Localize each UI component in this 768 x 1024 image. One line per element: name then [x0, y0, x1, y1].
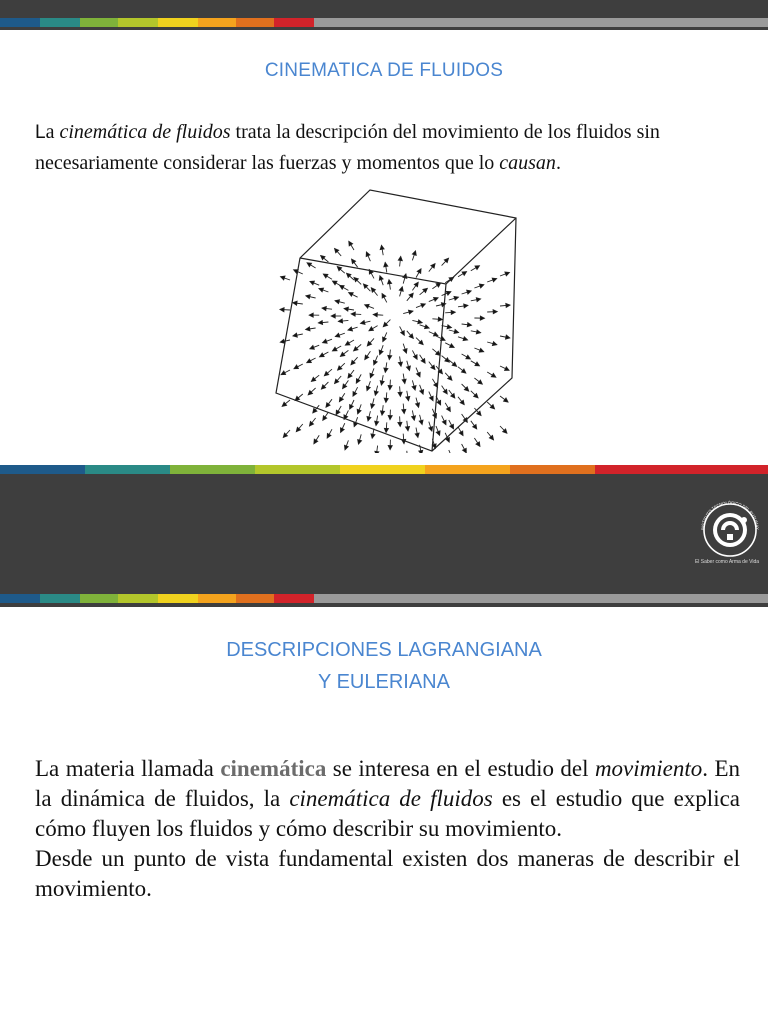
velocity-arrowhead [463, 448, 467, 452]
velocity-arrowhead [417, 269, 421, 274]
velocity-arrowhead [430, 396, 434, 401]
velocity-arrowhead [388, 446, 392, 450]
velocity-arrowhead [402, 379, 406, 383]
velocity-arrowhead [466, 355, 470, 359]
velocity-field-cube-figure [272, 188, 522, 453]
velocity-arrowhead [388, 416, 392, 420]
velocity-arrowhead [338, 319, 342, 323]
velocity-arrowhead [479, 348, 484, 352]
velocity-arrowhead [309, 313, 313, 317]
velocity-arrowhead [353, 392, 357, 397]
velocity-arrowhead [504, 398, 508, 402]
velocity-arrowhead [493, 310, 497, 314]
velocity-arrowhead [436, 431, 440, 435]
velocity-arrowhead [447, 325, 451, 329]
velocity-arrowhead [447, 407, 451, 411]
velocity-arrowhead [380, 381, 384, 385]
velocity-arrowhead [398, 257, 402, 261]
velocity-arrow [407, 451, 408, 453]
velocity-arrowhead [293, 301, 297, 305]
velocity-arrowhead [388, 386, 392, 390]
velocity-arrowhead [480, 316, 484, 320]
velocity-arrowhead [407, 366, 411, 370]
velocity-arrowhead [434, 298, 438, 302]
velocity-arrowhead [356, 379, 360, 383]
velocity-arrowhead [379, 350, 383, 355]
velocity-arrowhead [373, 313, 377, 317]
divider-top-stripe [0, 465, 768, 474]
body-paragraph-2: Desde un punto de vista fundamental existen dos maneras de describir el movimiento. [35, 846, 740, 901]
velocity-arrowhead [352, 259, 356, 263]
velocity-arrowhead [361, 321, 365, 325]
velocity-arrowhead [403, 349, 407, 353]
divider-bottom-stripe [0, 594, 768, 603]
velocity-arrowhead [412, 416, 416, 420]
velocity-arrowhead [380, 245, 384, 249]
section-title-line1: DESCRIPCIONES LAGRANGIANA [226, 639, 542, 661]
velocity-arrowhead [401, 331, 405, 336]
velocity-arrowhead [379, 276, 383, 280]
slide-divider-band [0, 465, 768, 607]
velocity-arrowhead [281, 371, 286, 375]
top-color-stripe [0, 18, 768, 27]
velocity-arrowhead [442, 420, 446, 424]
velocity-arrowhead [414, 282, 418, 286]
velocity-arrowhead [384, 263, 388, 267]
velocity-arrowhead [381, 411, 385, 415]
velocity-arrowhead [370, 373, 374, 377]
velocity-arrowhead [467, 323, 471, 327]
velocity-arrowhead [280, 339, 284, 343]
velocity-arrowhead [344, 307, 348, 311]
velocity-arrowhead [320, 353, 325, 357]
velocity-arrowhead [357, 409, 361, 414]
velocity-arrowhead [351, 312, 355, 316]
velocity-arrowhead [436, 283, 441, 287]
institute-logo [694, 496, 766, 558]
velocity-arrowhead [419, 420, 423, 424]
velocity-arrow [449, 450, 453, 453]
velocity-arrowhead [318, 321, 322, 325]
velocity-arrowhead [409, 310, 413, 314]
velocity-arrowhead [399, 287, 403, 291]
velocity-arrowhead [434, 332, 438, 336]
velocity-arrowhead [293, 333, 297, 337]
velocity-arrowhead [476, 330, 480, 334]
velocity-arrowhead [492, 342, 496, 346]
velocity-arrowhead [398, 422, 402, 426]
velocity-arrowhead [446, 291, 451, 295]
velocity-arrowhead [306, 295, 310, 299]
velocity-arrowhead [398, 392, 402, 396]
velocity-arrowhead [333, 281, 338, 285]
velocity-arrowhead [349, 241, 353, 246]
velocity-arrowhead [294, 365, 298, 369]
velocity-arrowhead [463, 337, 467, 341]
slide-title: CINEMATICA DE FLUIDOS [264, 60, 504, 81]
velocity-arrowhead [358, 440, 362, 444]
velocity-arrowhead [450, 344, 455, 348]
velocity-arrowhead [454, 330, 458, 334]
velocity-arrowhead [341, 428, 345, 433]
velocity-arrowhead [366, 252, 370, 257]
velocity-arrowhead [350, 405, 354, 409]
velocity-arrowhead [464, 304, 468, 308]
velocity-arrowhead [371, 404, 375, 408]
velocity-arrowhead [467, 290, 471, 294]
velocity-arrowhead [421, 359, 425, 363]
velocity-arrowhead [402, 409, 406, 413]
velocity-arrowhead [310, 281, 314, 285]
cube-front-top-edges [300, 218, 516, 284]
velocity-arrowhead [343, 384, 347, 389]
velocity-arrowhead [384, 368, 388, 372]
velocity-arrowhead [475, 266, 479, 270]
velocity-arrowhead [365, 304, 369, 308]
velocity-arrowhead [506, 303, 510, 307]
velocity-arrowhead [441, 303, 445, 307]
velocity-arrowhead [323, 416, 327, 421]
velocity-arrowhead [280, 308, 284, 312]
velocity-arrowhead [506, 335, 510, 339]
velocity-arrowhead [339, 397, 343, 401]
velocity-arrowhead [323, 339, 328, 343]
velocity-arrowhead [384, 398, 388, 402]
velocity-arrowhead [340, 352, 344, 356]
velocity-arrowhead [306, 327, 310, 331]
velocity-arrowhead [417, 372, 421, 377]
velocity-arrowhead [375, 451, 379, 453]
velocity-arrowhead [340, 286, 344, 290]
velocity-arrowhead [416, 403, 420, 407]
velocity-arrowhead [476, 442, 480, 446]
velocity-arrowhead [454, 296, 458, 300]
velocity-arrowhead [475, 362, 479, 366]
velocity-arrowhead [505, 367, 509, 371]
velocity-arrowhead [382, 294, 386, 298]
velocity-arrowhead [431, 365, 435, 369]
velocity-arrowhead [383, 337, 387, 342]
velocity-arrowhead [319, 288, 324, 292]
body-paragraph-1: La materia llamada cinemática se interesa en el estudio del movimiento. En la dinámica de fluidos, la cinemática de fluidos es el estudio que explica cómo fluyen los fluidos y cómo describir su movimiento. [35, 756, 741, 841]
logo-ring-text: INSTITUTO TECNOLÓGICO DEL PUTUMAY [699, 499, 761, 531]
velocity-arrowhead [374, 360, 378, 364]
velocity-arrowhead [314, 439, 318, 444]
body-text [35, 754, 740, 904]
velocity-arrowhead [367, 417, 371, 421]
velocity-arrowhead [336, 410, 340, 414]
velocity-arrowhead [491, 373, 496, 377]
velocity-arrowhead [492, 278, 496, 282]
velocity-arrowhead [414, 355, 418, 360]
velocity-arrowhead [421, 304, 425, 308]
velocity-arrowhead [451, 394, 455, 398]
velocity-arrowhead [420, 390, 424, 395]
velocity-arrowhead [443, 389, 447, 394]
velocity-arrowhead [307, 263, 311, 267]
velocity-arrowhead [331, 314, 335, 318]
velocity-arrowhead [335, 300, 339, 304]
velocity-arrowhead [406, 396, 410, 400]
velocity-arrowhead [384, 428, 388, 432]
velocity-arrowhead [388, 280, 392, 284]
velocity-arrowhead [476, 298, 480, 302]
velocity-arrowhead [322, 307, 326, 311]
velocity-arrowhead [412, 386, 416, 390]
velocity-arrowhead [398, 362, 402, 366]
velocity-arrowhead [459, 431, 463, 436]
velocity-arrowhead [307, 359, 312, 363]
velocity-arrowhead [473, 425, 477, 429]
velocity-arrowhead [406, 427, 410, 431]
velocity-arrowhead [310, 346, 314, 350]
velocity-arrowhead [451, 310, 455, 314]
velocity-arrowhead [462, 272, 466, 276]
velocity-arrowhead [450, 424, 454, 428]
velocity-arrowhead [349, 293, 354, 297]
velocity-arrowhead [429, 427, 433, 431]
logo-tagline: El Saber como Arma de Vida [694, 559, 760, 565]
velocity-arrowhead [412, 251, 416, 255]
velocity-arrowhead [345, 341, 350, 345]
velocity-arrowhead [333, 347, 338, 351]
velocity-arrowhead [371, 434, 375, 438]
section-title-line2: Y EULERIANA [318, 671, 450, 693]
velocity-arrowhead [437, 400, 441, 405]
velocity-arrowhead [369, 327, 373, 331]
velocity-arrowhead [281, 276, 285, 280]
section-title [0, 634, 768, 698]
velocity-arrowhead [418, 320, 422, 324]
velocity-arrowhead [323, 274, 328, 278]
velocity-arrowhead [375, 421, 379, 425]
velocity-arrowhead [374, 391, 378, 395]
velocity-arrowhead [348, 374, 352, 378]
velocity-arrowhead [365, 355, 369, 359]
velocity-arrowhead [438, 317, 442, 321]
velocity-arrowhead [388, 355, 392, 359]
velocity-arrowhead [327, 434, 331, 439]
velocity-arrowhead [425, 325, 430, 329]
velocity-arrowhead [345, 445, 349, 450]
velocity-arrowhead [419, 450, 423, 453]
velocity-arrowhead [479, 284, 483, 288]
velocity-arrowhead [335, 333, 339, 337]
velocity-arrowhead [326, 403, 330, 407]
velocity-arrowhead [348, 327, 353, 331]
velocity-arrowhead [505, 272, 510, 276]
intro-paragraph: La cinemática de fluidos trata la descripción del movimiento de los fluidos sin necesariamente considerar las fuerzas y momentos que lo causan. [35, 121, 660, 174]
velocity-arrowhead [415, 433, 419, 437]
velocity-arrowhead [367, 386, 371, 390]
